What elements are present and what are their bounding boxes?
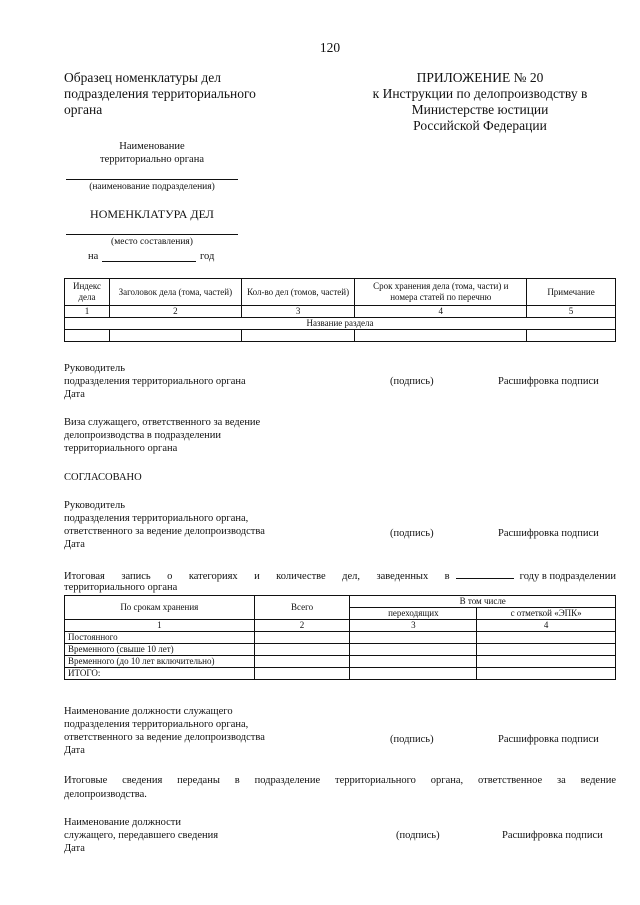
summary-header-row	[65, 596, 616, 608]
header-cell: Заголовок дела (тома, частей)	[109, 279, 241, 306]
empty-cell	[477, 668, 616, 680]
number-cell: 3	[241, 306, 355, 318]
year-suffix: год	[200, 251, 215, 262]
empty-cell	[241, 330, 355, 342]
empty-cell	[254, 632, 350, 644]
summary-table	[64, 595, 616, 680]
sig-line: подразделения территориального органа	[64, 376, 246, 387]
sig-line: подразделения территориального органа,	[64, 719, 249, 730]
org-name-line: Наименование	[119, 141, 185, 152]
header-cell: переходящих	[350, 608, 477, 620]
row-label: Постоянного	[65, 632, 255, 644]
head-signature-block	[64, 362, 364, 401]
summary-text-b: году в подразделении	[519, 571, 616, 582]
number-cell: 2	[109, 306, 241, 318]
appendix-line: Министерстве юстиции	[411, 102, 549, 117]
empty-cell	[527, 330, 616, 342]
empty-cell	[254, 644, 350, 656]
transfer-signature-block	[64, 816, 384, 855]
summary-line-2: территориального органа	[64, 582, 178, 593]
appendix-block	[350, 70, 610, 134]
row-label: Временного (до 10 лет включительно)	[65, 656, 255, 668]
sig-line: Наименование должности служащего	[64, 706, 233, 717]
page-number: 120	[319, 40, 341, 55]
empty-cell	[254, 656, 350, 668]
table-row	[65, 668, 616, 680]
org-name-line: территориально органа	[100, 154, 204, 165]
nomenclature-table	[64, 278, 616, 342]
signature-placeholder: (подпись)	[390, 734, 434, 745]
number-cell: 4	[355, 306, 527, 318]
summary-number-row	[65, 620, 616, 632]
sig-line: Дата	[64, 843, 85, 854]
final-info-line-1: Итоговые сведения переданы в подразделение территориального органа, ответственное за ведение	[64, 775, 616, 786]
table-row	[65, 644, 616, 656]
number-cell: 1	[65, 306, 110, 318]
sig-line: Наименование должности	[64, 817, 181, 828]
header-cell: Кол-во дел (томов, частей)	[241, 279, 355, 306]
signature-decode: Расшифровка подписи	[502, 830, 603, 841]
summary-year-blank	[456, 568, 514, 579]
place-caption: (место составления)	[111, 237, 193, 247]
table-header-row	[65, 279, 616, 306]
header-cell: Примечание	[527, 279, 616, 306]
sig-line: Дата	[64, 389, 85, 400]
sig-line: Руководитель	[64, 500, 125, 511]
sample-title-line: Образец номенклатуры дел	[64, 70, 221, 85]
empty-cell	[254, 668, 350, 680]
visa-line: Виза служащего, ответственного за ведение	[64, 417, 261, 428]
table-row	[65, 330, 616, 342]
empty-cell	[350, 632, 477, 644]
signature-decode: Расшифровка подписи	[498, 376, 599, 387]
sig-line: служащего, передавшего сведения	[64, 830, 219, 841]
number-cell: 3	[350, 620, 477, 632]
table-row	[65, 656, 616, 668]
summary-text-a: Итоговая запись о категориях и количестве дел, заведенных в	[64, 571, 450, 582]
empty-cell	[65, 330, 110, 342]
signature-placeholder: (подпись)	[390, 528, 434, 539]
sample-title	[64, 70, 324, 118]
subdivision-caption: (наименование подразделения)	[89, 182, 215, 192]
appendix-title: ПРИЛОЖЕНИЕ № 20	[416, 70, 544, 85]
year-blank	[102, 261, 196, 262]
year-prefix: на	[88, 251, 99, 262]
official-signature-block	[64, 705, 384, 757]
signature-placeholder: (подпись)	[396, 830, 440, 841]
sig-line: Руководитель	[64, 363, 125, 374]
empty-cell	[477, 656, 616, 668]
sig-line: подразделения территориального органа,	[64, 513, 249, 524]
final-info-line-2: делопроизводства.	[64, 789, 147, 800]
responsible-signature-block	[64, 499, 384, 551]
sample-title-line: подразделения территориального	[64, 86, 256, 101]
sig-line: ответственного за ведение делопроизводства	[64, 526, 265, 537]
empty-cell	[350, 656, 477, 668]
empty-cell	[477, 644, 616, 656]
document-title: НОМЕНКЛАТУРА ДЕЛ	[90, 207, 214, 221]
empty-cell	[350, 668, 477, 680]
sample-title-line: органа	[64, 102, 103, 117]
number-cell: 5	[527, 306, 616, 318]
sig-line: ответственного за ведение делопроизводства	[64, 732, 265, 743]
appendix-line: Российской Федерации	[413, 118, 547, 133]
appendix-line: к Инструкции по делопроизводству в	[372, 86, 588, 101]
empty-cell	[477, 632, 616, 644]
signature-decode: Расшифровка подписи	[498, 528, 599, 539]
visa-line: делопроизводства в подразделении	[64, 430, 222, 441]
header-cell: Срок хранения дела (тома, части) и номера статей по перечню	[355, 279, 527, 306]
empty-cell	[355, 330, 527, 342]
empty-cell	[109, 330, 241, 342]
signature-decode: Расшифровка подписи	[498, 734, 599, 745]
signature-placeholder: (подпись)	[390, 376, 434, 387]
header-cell: Всего	[254, 596, 350, 620]
sig-line: Дата	[64, 539, 85, 550]
place-line	[66, 234, 238, 235]
header-cell: В том числе	[350, 596, 616, 608]
header-cell: Индекс дела	[65, 279, 110, 306]
agreed-heading: СОГЛАСОВАНО	[64, 472, 142, 483]
section-row	[65, 318, 616, 330]
row-label: ИТОГО:	[65, 668, 255, 680]
section-label: Название раздела	[65, 318, 616, 330]
empty-cell	[350, 644, 477, 656]
table-row	[65, 632, 616, 644]
number-cell: 1	[65, 620, 255, 632]
row-label: Временного (свыше 10 лет)	[65, 644, 255, 656]
org-name-block	[72, 140, 232, 166]
table-number-row	[65, 306, 616, 318]
visa-block	[64, 416, 384, 455]
subdivision-line	[66, 179, 238, 180]
header-cell: с отметкой «ЭПК»	[477, 608, 616, 620]
header-cell: По срокам хранения	[65, 596, 255, 620]
number-cell: 4	[477, 620, 616, 632]
sig-line: Дата	[64, 745, 85, 756]
visa-line: территориального органа	[64, 443, 178, 454]
number-cell: 2	[254, 620, 350, 632]
